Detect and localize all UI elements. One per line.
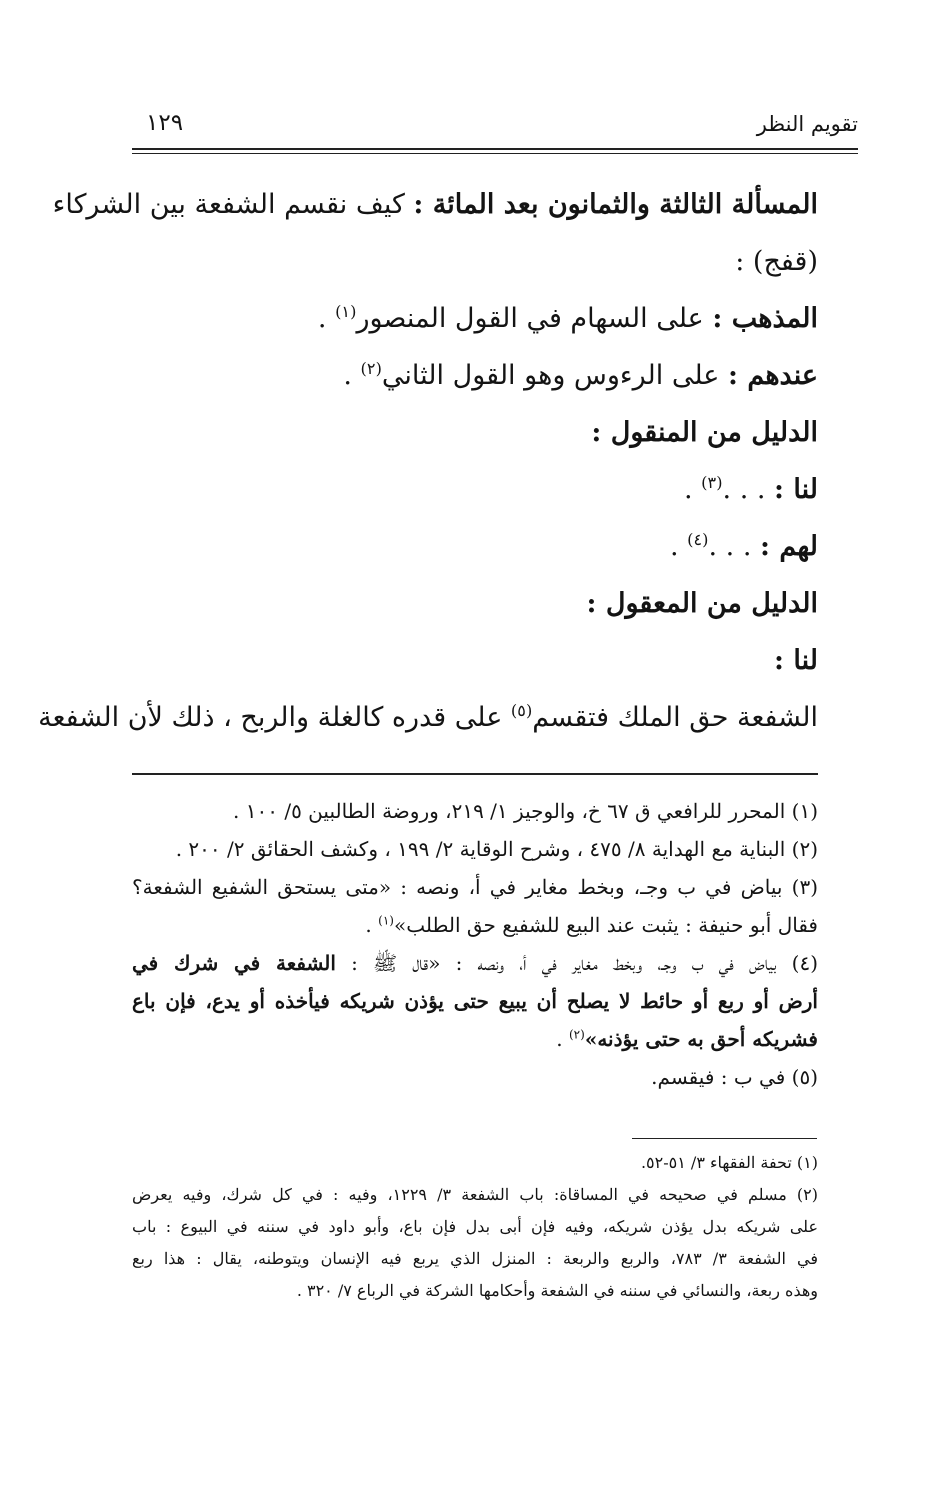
footnote-rule — [132, 773, 818, 775]
lahum-ellipsis: . . . — [708, 531, 760, 562]
footnote-ref-1: (١) — [335, 302, 357, 321]
question-heading: المسألة الثالثة والثمانون بعد المائة : — [413, 189, 818, 220]
subnote-rule — [632, 1138, 817, 1139]
lana-manqul-line — [132, 461, 818, 518]
lana-label: لنا : — [774, 474, 818, 505]
indahum-line — [132, 347, 818, 404]
footnote-ref-5: (٥) — [510, 701, 533, 720]
subnote-number: (١) — [796, 1153, 818, 1172]
running-header — [132, 112, 858, 148]
madhhab-text: على السهام في القول المنصور — [356, 303, 713, 334]
madhhab-label: المذهب : — [712, 303, 818, 334]
subnote-number: (٢) — [796, 1185, 818, 1204]
subnote-2-cont-c: وهذه ربعة، والنسائي في سننه في الشفعة وأحكامها الشركة في الرباع ٧/ ٣٢٠ . — [296, 1281, 818, 1300]
footnote-number: (٤) — [791, 951, 819, 975]
subnote-text: تحفة الفقهاء ٣/ ٥١-٥٢. — [640, 1153, 797, 1172]
footnote-text: في ب : فيقسم. — [651, 1065, 792, 1089]
indahum-text: على الرءوس وهو القول الثاني — [381, 360, 728, 391]
footnote-text: بياض في ب وجـ، وبخط مغاير في أ، ونصه : «قال ﷺ : — [335, 951, 792, 975]
hadith-text: الشفعة في شرك في — [132, 951, 336, 975]
footnote-number: (٢) — [791, 837, 818, 861]
question-text: كيف نقسم الشفعة بين الشركاء — [52, 189, 414, 220]
final-text-line — [38, 689, 818, 746]
sub-footnote-ref: (٢) — [568, 1027, 585, 1042]
dalil-maqul-heading: الدليل من المعقول : — [586, 588, 818, 619]
lahum-dot: . — [669, 531, 688, 562]
footnote-text: فقال أبو حنيفة : يثبت عند البيع للشفيع حق الطلب» — [393, 913, 818, 937]
madhhab-line — [132, 290, 818, 347]
footnote-5 — [132, 1058, 818, 1096]
footnote-number: (٥) — [791, 1065, 818, 1089]
indahum-dot: . — [343, 360, 361, 391]
footnote-dot: . — [365, 913, 379, 937]
footnote-ref-2: (٢) — [360, 359, 382, 378]
madhhab-dot: . — [317, 303, 336, 334]
footnote-ref-4: (٤) — [687, 530, 709, 549]
footnote-4 — [132, 944, 818, 982]
lana-ellipsis: . . . — [722, 474, 775, 505]
hadith-text: فشريكه أحق به حتى يؤذنه» — [584, 1027, 818, 1051]
lahum-line — [132, 518, 818, 575]
subnotes — [132, 1147, 818, 1307]
lahum-label: لهم : — [759, 531, 818, 562]
subnote-1 — [132, 1147, 818, 1179]
footnote-text: البناية مع الهداية ٨/ ٤٧٥ ، وشرح الوقاية ٢/ ١٩٩ ، وكشف الحقائق ٢/ ٢٠٠ . — [175, 837, 792, 861]
sub-footnote-ref: (١) — [378, 913, 394, 928]
question-heading-line — [52, 176, 818, 233]
subnote-2-cont-b: في الشفعة ٣/ ٧٨٣، والربع والربعة : المنزل الذي يربع فيه الإنسان ويتوطنه، يقال : هذا ربع — [132, 1249, 819, 1268]
footnote-ref-3: (٣) — [701, 473, 723, 492]
running-title: تقويم النظر — [756, 112, 858, 136]
footnote-text: المحرر للرافعي ق ٦٧ خ، والوجيز ١/ ٢١٩، وروضة الطالبين ٥/ ١٠٠ . — [233, 799, 792, 823]
footnote-text: بياض في ب وجـ، وبخط مغاير في أ، ونصه : «متى يستحق الشفيع الشفعة؟ — [132, 875, 792, 899]
question-continuation: (قفج) : — [735, 246, 818, 277]
subnote-2 — [132, 1179, 818, 1211]
indahum-label: عندهم : — [727, 360, 818, 391]
footnote-number: (١) — [791, 799, 818, 823]
footnote-3-cont — [132, 906, 818, 944]
footnote-2 — [132, 830, 818, 868]
lana-dot: . — [684, 474, 702, 505]
footnote-dot: . — [556, 1027, 569, 1051]
footnote-4-end — [132, 1020, 818, 1058]
header-rule-thin — [132, 153, 858, 154]
main-text — [38, 176, 818, 746]
footnote-1 — [132, 792, 818, 830]
page-number: ١٢٩ — [146, 110, 184, 136]
header-rule — [132, 148, 858, 150]
footnotes — [132, 792, 818, 1096]
subnote-text: مسلم في صحيحه في المساقاة: باب الشفعة ٣/ ١٢٢٩، وفيه : في كل شرك، وفيه يعرض — [132, 1185, 797, 1204]
lana-maqul-label: لنا : — [774, 645, 818, 676]
dalil-manqul-heading: الدليل من المنقول : — [591, 417, 818, 448]
final-text-a: الشفعة حق الملك فتقسم — [532, 702, 818, 733]
footnote-3 — [132, 868, 818, 906]
footnote-4-cont: أرض أو ربع أو حائط لا يصلح أن يبيع حتى يؤذن شريكه فيأخذه أو يدع، فإن باع — [132, 989, 818, 1013]
footnote-number: (٣) — [791, 875, 818, 899]
final-text-b: على قدره كالغلة والربح ، ذلك لأن الشفعة — [38, 702, 511, 733]
subnote-2-cont-a: على شريكه بدل يؤذن شريكه، وفيه فإن أبى بدل فإن باع، وأبو داود في سننه في البيوع : باب — [132, 1217, 819, 1236]
